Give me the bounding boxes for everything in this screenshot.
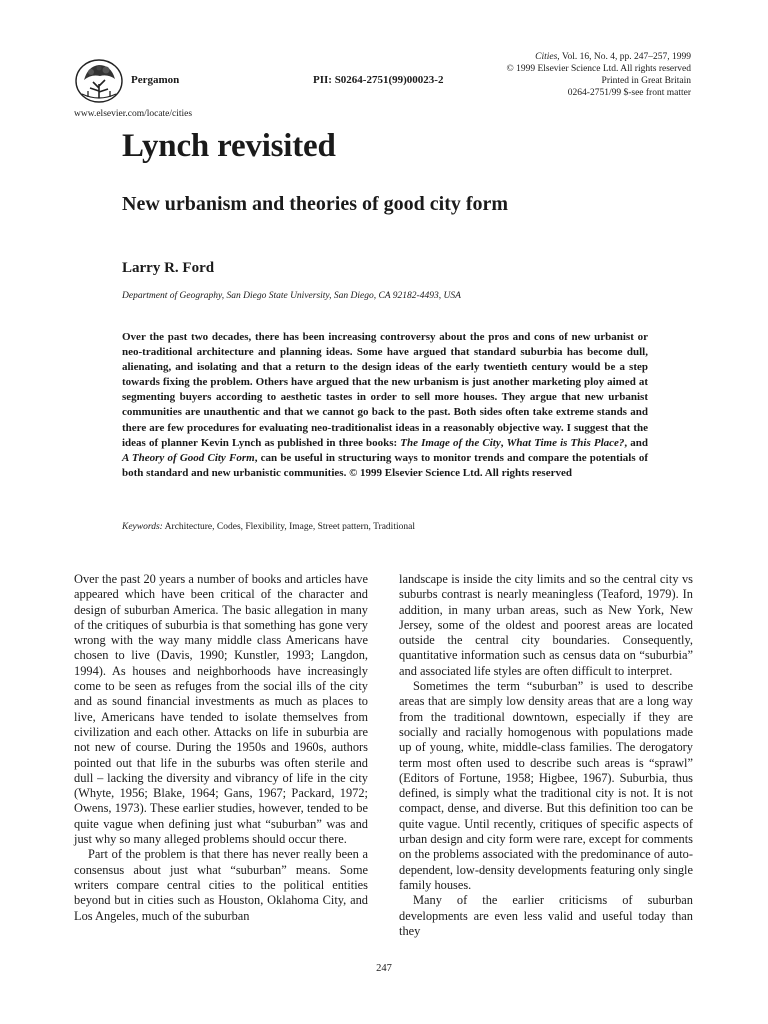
body-column-left [74, 572, 368, 924]
abstract-book-title-3: A Theory of Good City Form [122, 451, 255, 464]
publisher-name: Pergamon [131, 74, 180, 86]
elsevier-tree-logo [74, 58, 124, 104]
pii-code: PII: S0264-2751(99)00023-2 [313, 74, 444, 86]
copyright-line: © 1999 Elsevier Science Ltd. All rights reserved [506, 64, 691, 74]
keywords-label: Keywords: [122, 522, 163, 532]
abstract [122, 330, 648, 481]
body-paragraph: landscape is inside the city limits and so the central city vs suburbs contrast is nearly meaningless (Teaford, 1979). In addition, in many urban areas, such as New York, New Jersey, some of the oldest and poorest areas are located outside the central city boundaries. Consequently, quantitative information such as census data on “suburbia” and associated life styles are often difficult to interpret. [399, 572, 693, 678]
body-paragraph: Over the past 20 years a number of books and articles have appeared which have been critical of the character and design of suburban America. The basic allegation in many of the critiques of suburbia is that something has gone very wrong with the way many middle class Americans have chosen to live (Davis, 1990; Kunstler, 1993; Langdon, 1994). As houses and neighborhoods have increasingly come to be seen as refuges from the social ills of the city and as sound financial investments as much as places to live, Americans have tended to isolate themselves from civilization and each other. Attacks on life in suburbia are not new of course. During the 1950s and 1960s, authors pointed out that life in the suburbs was often sterile and dull – lacking the diversity and vibrancy of life in the city (Whyte, 1956; Blake, 1964; Gans, 1967; Packard, 1972; Owens, 1973). These earlier studies, however, tended to be quite vague when defining just what “suburban” was and just why so many alleged problems should occur there. [74, 572, 368, 847]
page-number: 247 [376, 963, 392, 974]
abstract-text-part2: , can be useful in structuring ways to monitor trends and compare the potentials of both standard and new urbanistic communities. © 1999 Elsevier Science Ltd. All rights reserved [122, 451, 648, 479]
journal-name: Cities [535, 52, 558, 62]
abstract-separator-1: , [500, 436, 507, 449]
journal-citation [506, 51, 691, 63]
abstract-book-title-2: What Time is This Place? [506, 436, 625, 449]
issn-line: 0264-2751/99 $-see front matter [567, 88, 691, 98]
body-paragraph: Part of the problem is that there has never really been a consensus about just what “suburban” means. Some writers compare central cities to the political entities beyond but in cities such as Houston, Oklahoma City, and Los Angeles, much of the suburban [74, 847, 368, 923]
abstract-text-part1: Over the past two decades, there has been increasing controversy about the pros and cons of new urbanist or neo-traditional architecture and planning ideas. Some have argued that standard suburbia has become dull, alienating, and isolating and that a return to the design ideas of the early twentieth century would be a step towards fixing the problem. Others have argued that the new urbanism is just another marketing ploy aimed at segmenting buyers according to aesthetic tastes in order to sell more houses. They argue that new urbanist communities are unauthentic and that we cannot go back to the past. Both sides often take extreme stands and there are few procedures for evaluating neo-traditionalist ideas in a reasonably objective way. I suggest that the ideas of planner Kevin Lynch as published in three books: [122, 331, 648, 449]
keywords-list: Architecture, Codes, Flexibility, Image, Street pattern, Traditional [162, 522, 415, 532]
body-paragraph: Many of the earlier criticisms of suburban developments are even less valid and useful today than they [399, 893, 693, 938]
keywords [122, 522, 415, 532]
body-column-right [399, 572, 693, 939]
author-name: Larry R. Ford [122, 260, 215, 276]
article-subtitle: New urbanism and theories of good city form [122, 193, 509, 215]
printed-line: Printed in Great Britain [601, 76, 691, 86]
journal-info [506, 51, 691, 99]
author-affiliation: Department of Geography, San Diego State University, San Diego, CA 92182-4493, USA [122, 291, 461, 301]
journal-volume-pages: , Vol. 16, No. 4, pp. 247–257, 1999 [557, 52, 691, 62]
body-paragraph: Sometimes the term “suburban” is used to describe areas that are simply low density areas that are a long way from the traditional downtown, especially if they are socially and racially homogenous with populations made up of young, white, middle-class families. The derogatory term most often used to describe such areas is “sprawl” (Editors of Fortune, 1958; Higbee, 1967). Suburbia, thus defined, is simply what the traditional city is not. It is not compact, dense, and diverse. But this definition too can be quite vague. Until recently, critiques of specific aspects of urban design and city form were rare, except for comments on the problems associated with the predominance of auto-dependent, low-density developments featuring only single family houses. [399, 679, 693, 892]
journal-url[interactable]: www.elsevier.com/locate/cities [74, 109, 193, 119]
abstract-book-title-1: The Image of the City [400, 436, 501, 449]
article-title: Lynch revisited [122, 128, 336, 164]
abstract-separator-2: , and [624, 436, 648, 449]
